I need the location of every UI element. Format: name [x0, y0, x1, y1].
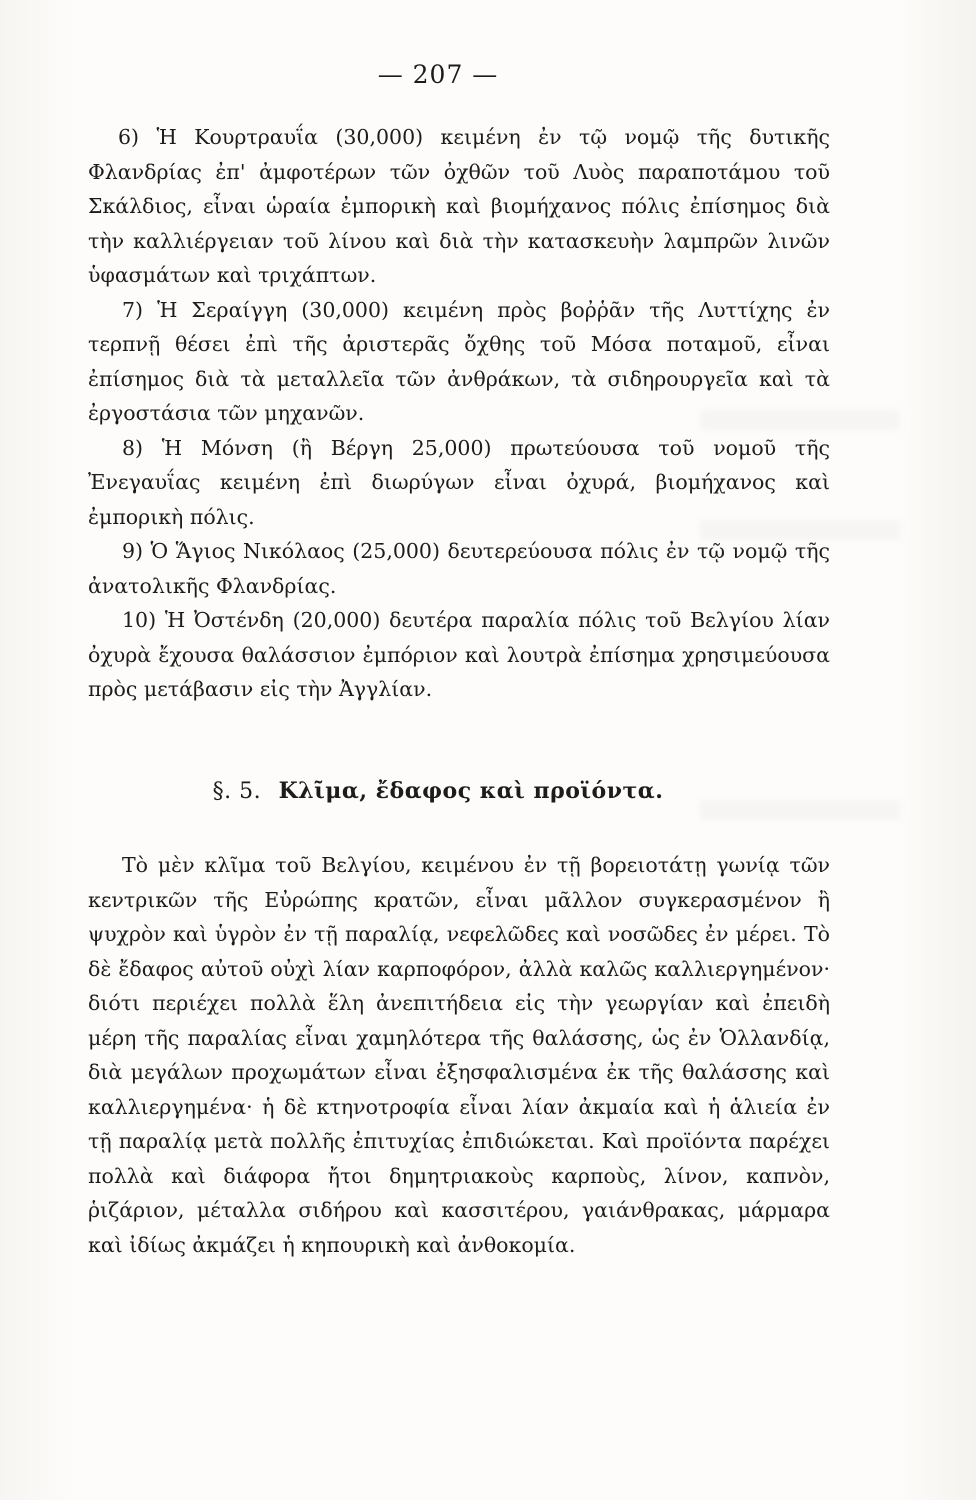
city-list-text [88, 120, 830, 707]
page-number: — 207 — [377, 60, 499, 89]
paragraph-mons: 8) Ἡ Μόνση (ἢ Βέργη 25,000) πρωτεύουσα τοῦ νομοῦ τῆς Ἐνεγαυΐας κειμένη ἐπὶ διωρύγων εἶναι ὀχυρά, βιομήχανος καὶ ἐμπορικὴ πόλις. [88, 435, 830, 529]
paragraph-kourtrai: 6) Ἡ Κουρτραυΐα (30,000) κειμένη ἐν τῷ νομῷ τῆς δυτικῆς Φλανδρίας ἐπ' ἀμφοτέρων τῶν ὀχθῶν τοῦ Λυὸς παραποτάμου τοῦ Σκάλδιος, εἶναι ὡραία ἐμπορικὴ καὶ βιομήχανος πόλις ἐπίσημος διὰ τὴν καλλιέργειαν τοῦ λίνου καὶ διὰ τὴν κατασκευὴν λαμπρῶν λινῶν ὑφασμάτων καὶ τριχάπτων. [88, 125, 830, 287]
paragraph-ostend: 10) Ἡ Ὀστένδη (20,000) δευτέρα παραλία πόλις τοῦ Βελγίου λίαν ὀχυρὰ ἔχουσα θαλάσσιον ἐμπόριον καὶ λουτρὰ ἐπίσημα χρησιμεύουσα πρὸς μετάβασιν εἰς τὴν Ἀγγλίαν. [88, 608, 830, 701]
paragraph-seraing: 7) Ἡ Σεραίγγη (30,000) κειμένη πρὸς βοῤῥᾶν τῆς Λυττίχης ἐν τερπνῇ θέσει ἐπὶ τῆς ἀριστερᾶς ὄχθης τοῦ Μόσα ποταμοῦ, εἶναι ἐπίσημος διὰ τὰ μεταλλεῖα τῶν ἀνθράκων, τὰ σιδηρουργεῖα καὶ τὰ ἐργοστάσια τῶν μηχανῶν. [88, 297, 830, 425]
paragraph-saint-nicolas: 9) Ὁ Ἅγιος Νικόλαος (25,000) δευτερεύουσα πόλις ἐν τῷ νομῷ τῆς ἀνατολικῆς Φλανδρίας. [88, 539, 830, 598]
paragraph-climate: Τὸ μὲν κλῖμα τοῦ Βελγίου, κειμένου ἐν τῇ βορειοτάτῃ γωνίᾳ τῶν κεντρικῶν τῆς Εὐρώπης κρατῶν, εἶναι μᾶλλον συγκερασμένον ἢ ψυχρὸν καὶ ὑγρὸν ἐν τῇ παραλίᾳ, νεφελῶδες καὶ νοσῶδες ἐν μέρει. Τὸ δὲ ἔδαφος αὐτοῦ οὐχὶ λίαν καρποφόρον, ἀλλὰ καλῶς καλλιεργημένον· διότι περιέχει πολλὰ ἕλη ἀνεπιτήδεια εἰς τὴν γεωργίαν καὶ ἐπειδὴ μέρη τῆς παραλίας εἶναι χαμηλότερα τῆς θαλάσσης, ὡς ἐν Ὁλλανδίᾳ, διὰ μεγάλων προχωμάτων εἶναι ἐξησφαλισμένα ἐκ τῆς θαλάσσης καὶ καλλιεργημένα· ἡ δὲ κτηνοτροφία εἶναι λίαν ἀκμαία καὶ ἡ ἁλιεία ἐν τῇ παραλίᾳ μετὰ πολλῆς ἐπιτυχίας ἐπιδιώκεται. Καὶ προϊόντα παρέχει πολλὰ καὶ διάφορα ἤτοι δημητριακοὺς καρποὺς, λίνον, καπνὸν, ῥιζάριον, μέταλλα σιδήρου καὶ κασσιτέρου, γαιάνθρακας, μάρμαρα καὶ ἰδίως ἀκμάζει ἡ κηπουρικὴ καὶ ἀνθοκομία. [88, 853, 830, 1257]
climate-text [88, 848, 830, 1262]
section-number: §. 5. [212, 779, 262, 804]
section-heading [0, 778, 876, 804]
section-title: Κλῖμα, ἔδαφος καὶ προϊόντα. [278, 778, 664, 804]
